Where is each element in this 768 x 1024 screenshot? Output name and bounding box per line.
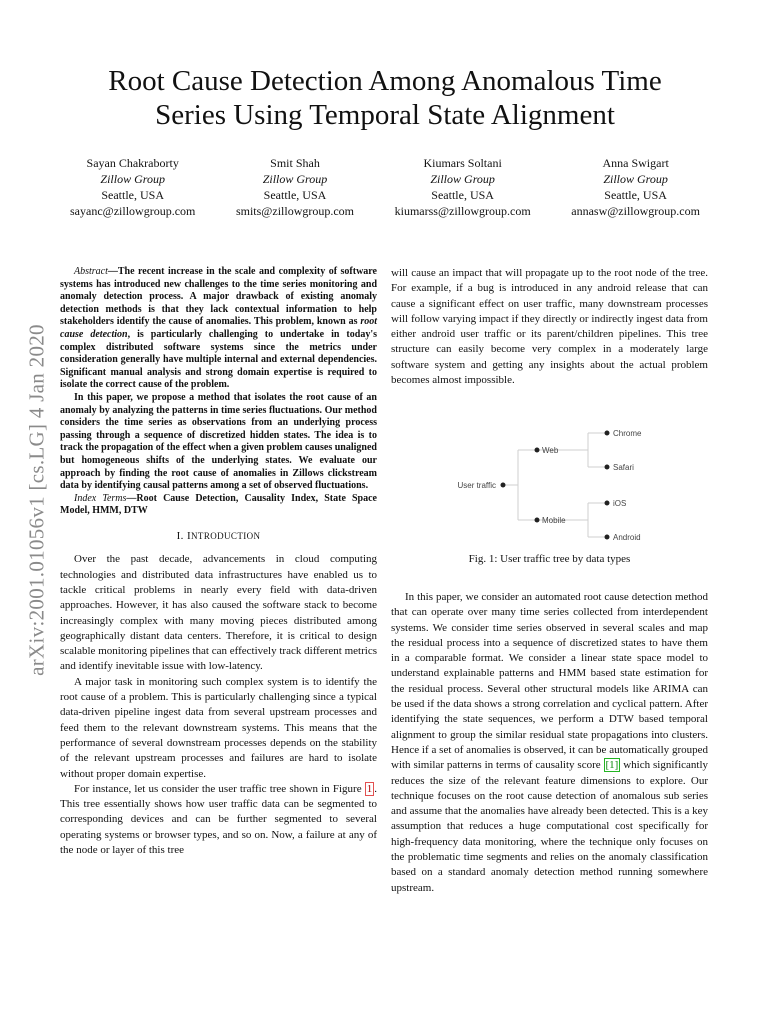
node-root-dot bbox=[501, 483, 506, 488]
author-location: Seattle, USA bbox=[263, 188, 327, 202]
figure-caption: Fig. 1: User traffic tree by data types bbox=[468, 553, 631, 565]
author-list bbox=[70, 155, 700, 219]
right-column-top bbox=[391, 266, 708, 388]
node-web-label: Web bbox=[542, 446, 559, 455]
author-block bbox=[395, 155, 531, 219]
author-email: annasw@zillowgroup.com bbox=[571, 204, 700, 218]
node-web-dot bbox=[535, 448, 540, 453]
node-mobile-label: Mobile bbox=[542, 516, 566, 525]
right-paragraph-1: will cause an impact that will propagate up to the root node of the tree. For example, if a bug is introduced in any android release that can cause a significant effect on user traffic, many downstream processes will follow varying impact if they directly or indirectly ingest data from either android user traffic or its parent/children pipelines. This tree structure can easily become very complex in a moderately large software system and getting any insights about the actual problem becomes almost impossible. bbox=[391, 267, 708, 387]
author-name: Smit Shah bbox=[270, 156, 320, 170]
author-email: sayanc@zillowgroup.com bbox=[70, 204, 196, 218]
author-affiliation: Zillow Group bbox=[603, 172, 668, 186]
intro-paragraph-1: Over the past decade, advancements in cloud computing technologies and distributed data infrastructures have enabled us to tackle critical problems in nearly every field with data-driven approaches. However, it has also caused the software stack to become increasingly complex with many moving pieces distributed among geographically distant data centers. Therefore, it is critical to design scalable monitoring pipelines that can effectively track different metrics and identify inevitable issue with low-latency. bbox=[60, 553, 377, 673]
node-mobile-dot bbox=[535, 518, 540, 523]
node-ios-dot bbox=[605, 501, 610, 506]
left-column bbox=[60, 266, 377, 858]
node-safari-label: Safari bbox=[613, 463, 634, 472]
abstract-paragraph-2: In this paper, we propose a method that isolates the root cause of an anomaly by analyzing the patterns in time series fluctuations. Our method considers the time series as observations from an underlying process passing through a sequence of discretized hidden states. The idea is to track the propagation of the effect when a given problem causes unaligned but homogeneous shifts of the underlying states. We evaluate our approach by finding the root cause of anomalies in Zillows clickstream data by identifying causal patterns among a set of observed fluctuations. bbox=[60, 391, 377, 492]
arxiv-stamp-text: arXiv:2001.01056v1 [cs.LG] 4 Jan 2020 bbox=[24, 324, 49, 676]
author-email: kiumarss@zillowgroup.com bbox=[394, 204, 531, 218]
intro-paragraph-3: For instance, let us consider the user traffic tree shown in Figure 1 . This tree essentially shows how user traffic data can be segmented to corresponding devices and can be further segmented to several operating systems or browser types, and so on. Now, a failure at any of the node or layer of this tree bbox=[60, 782, 377, 857]
author-email: smits@zillowgroup.com bbox=[235, 204, 355, 218]
author-name: Anna Swigart bbox=[602, 156, 669, 170]
figure-1-link[interactable]: 1 bbox=[366, 782, 373, 795]
node-ios-label: iOS bbox=[613, 499, 627, 508]
citation-1-link[interactable]: [1] bbox=[605, 759, 619, 772]
title-line-1: Root Cause Detection Among Anomalous Time bbox=[108, 65, 662, 97]
author-block bbox=[571, 155, 700, 219]
index-terms: Index Terms—Root Cause Detection, Causality Index, State Space Model, HMM, DTW bbox=[60, 492, 377, 517]
abstract-emphasis: root cause detection bbox=[60, 316, 377, 340]
author-block bbox=[236, 155, 354, 219]
node-root-label: User traffic bbox=[457, 481, 496, 490]
node-chrome-label: Chrome bbox=[613, 429, 642, 438]
author-affiliation: Zillow Group bbox=[262, 172, 328, 186]
author-location: Seattle, USA bbox=[101, 188, 165, 202]
author-affiliation: Zillow Group bbox=[100, 172, 165, 186]
abstract-label: Abstract bbox=[74, 266, 108, 277]
author-name: Sayan Chakraborty bbox=[86, 156, 179, 170]
author-location: Seattle, USA bbox=[431, 188, 494, 202]
intro-paragraph-2: A major task in monitoring such complex system is to identify the root cause of a problem. This is particularly challenging since a typical data-driven pipeline ingest data from several upstream processes and feed them to the relevant downstream systems. This means that the performance of several downstream processes depends on the stability of the relevant upstream processes and failures are hard to isolate without proper domain expertise. bbox=[60, 675, 377, 780]
section-heading-introduction: I. INTRODUCTION bbox=[176, 529, 261, 542]
right-column-bottom bbox=[391, 590, 708, 896]
user-traffic-tree-figure bbox=[448, 420, 658, 546]
abstract-paragraph-1: Abstract—The recent increase in the scale and complexity of software systems has introduced new challenges to the time series monitoring and anomaly detection process. A major drawback of existing anomaly detection methods is that they lack contextual information to help stakeholders identify the cause of anomalies. This problem, known as root cause detection, is particularly challenging to undertake in today's complex distributed software systems since the metrics under consideration generally have multiple internal and external dependencies. Significant manual analysis and strong domain expertise is required to isolate the correct cause of the problem. bbox=[60, 266, 377, 391]
paper-title bbox=[60, 64, 710, 132]
right-paragraph-2: In this paper, we consider an automated root cause detection method that can operate over many time series collected from interdependent systems. We consider time series observed in several scales and map the residual process into a sequence of discretized states to have them in a comparable format. We consider a linear state space model to understand explainable patterns and HMM based state estimation for the residual process. Several other structural models like ARIMA can be used if the data shows a strong correlation and cyclical pattern. After identifying the state sequences, we perform a DTW based temporal alignment to group the similar residual state propagations into clusters. Hence if a set of anomalies is observed, it can be automatically grouped with similar patterns in terms of causality score [1] which significantly reduces the size of the relevant feature dimensions to explore. Our technique focuses on the root cause detection of anomalous sub series and assume that the anomalies have already been detected. This is a key assumption that reduces a huge computational cost specifically for high-frequency data monitoring, where the technique only focuses on the problematic time segments and relies on the anomaly classification based on a standard anomaly detection method running somewhere upstream. bbox=[391, 591, 708, 894]
node-android-dot bbox=[605, 535, 610, 540]
author-name: Kiumars Soltani bbox=[423, 156, 502, 170]
arxiv-stamp bbox=[22, 285, 52, 715]
abstract bbox=[60, 266, 377, 518]
author-location: Seattle, USA bbox=[604, 188, 667, 202]
title-line-2: Series Using Temporal State Alignment bbox=[155, 99, 615, 131]
node-chrome-dot bbox=[605, 431, 610, 436]
author-block bbox=[70, 155, 195, 219]
tree-diagram bbox=[448, 420, 658, 546]
node-android-label: Android bbox=[613, 533, 641, 542]
author-affiliation: Zillow Group bbox=[430, 172, 495, 186]
index-terms-label: Index Terms bbox=[74, 492, 127, 504]
node-safari-dot bbox=[605, 465, 610, 470]
